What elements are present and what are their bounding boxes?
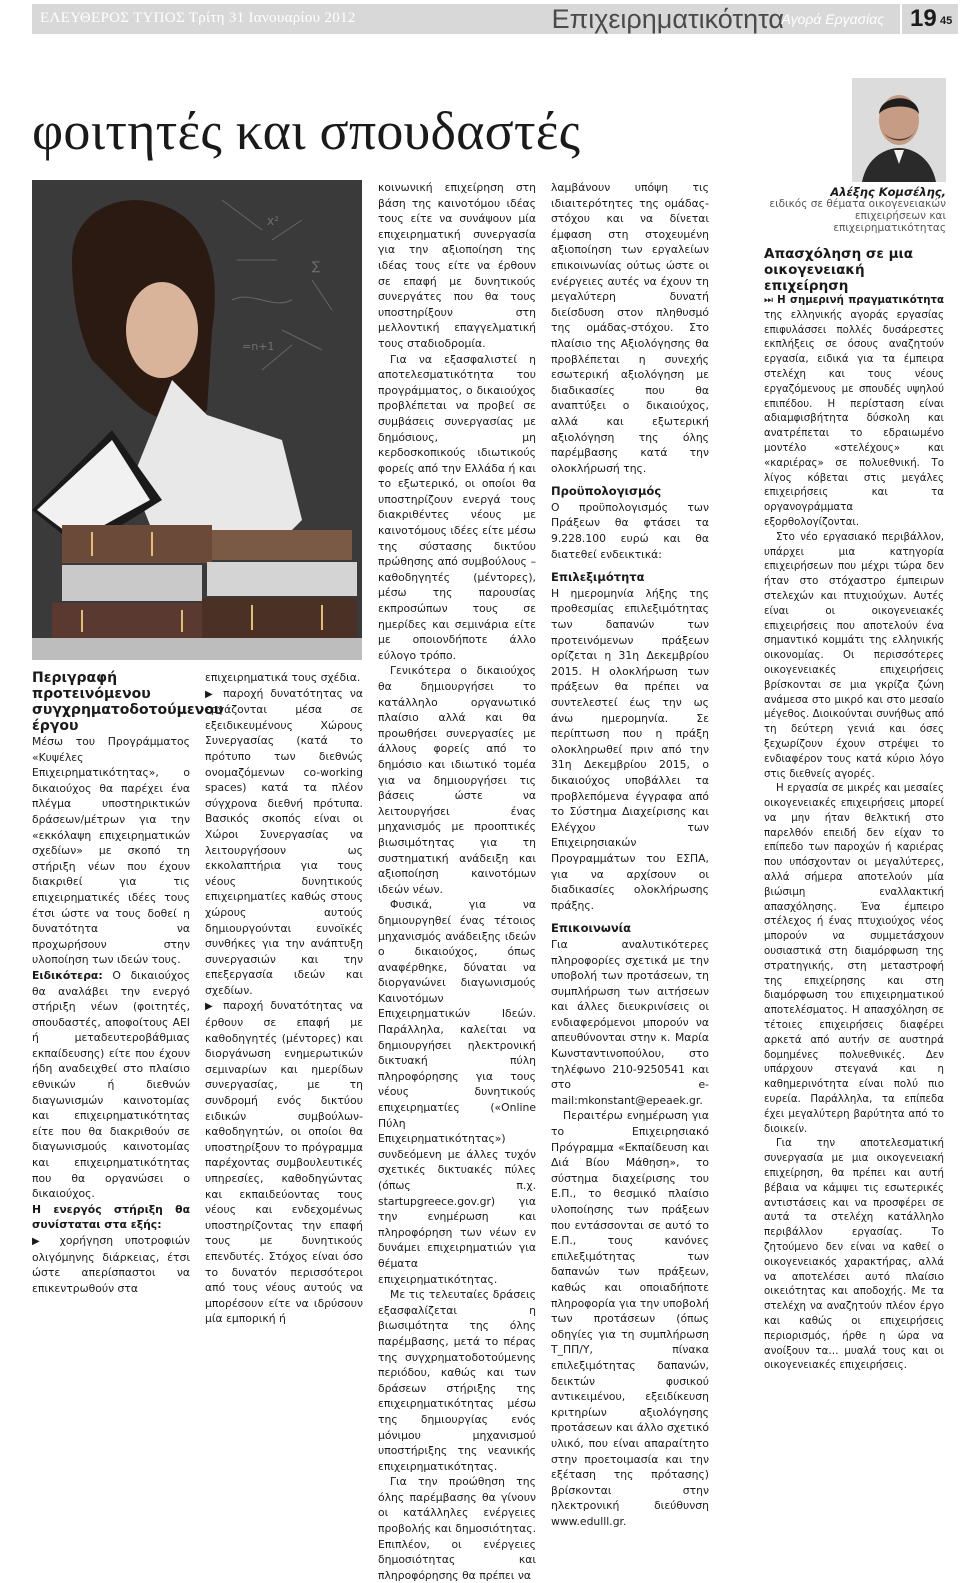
col3-paragraph: Με τις τελευταίες δράσεις εξασφαλίζεται η βιωσιμότητα της όλης παρέμβασης, μετά το πέρας της συγχρηματοδοτούμενης περιόδου, καθώς και των δράσεων στήριξης της επιχειρηματικότητας μέσω της δημιουργίας ενός μόνιμου μηχανισμού υποστήριξης της νεανικής επιχειρηματικότητας. (378, 1288, 536, 1473)
column-5 (764, 246, 944, 1374)
col1-bullet: ▶ χορήγηση υποτροφιών ολιγόμηνης διάρκειας, έτσι ώστε απερίσπαστοι να επικεντρωθούν στα (32, 1234, 190, 1295)
bullet-arrow-icon: ▶ (205, 688, 224, 700)
author-name: Αλέξης Κομσέλης, (830, 185, 946, 199)
col1-paragraph: Ειδικότερα: Ο δικαιούχος θα αναλάβει την ενεργό στήριξη νέων (φοιτητές, σπουδαστές, αποφοίτους ΑΕΙ ή μεταδευτεροβάθμιας εκπαίδευσης) είτε που έχουν ήδη αναδειχθεί στο πλαίσιο εθνικών ή διεθνών διαγωνισμών καινοτομίας και επιχειρηματικότητας είτε που θα διακριθούν σε διαγωνισμούς καινοτομίας και επιχειρηματικότητας που θα οργανώσει ο δικαιούχος. (32, 968, 190, 1201)
col2-bullet: ▶ παροχή δυνατότητας να εργάζονται μέσα σε εξειδικευμένους Χώρους Συνεργασίας (κατά το πρότυπο των διεθνώς ονομαζόμενων co-working spaces) κατά τα πλέον σύγχρονα διεθνή πρότυπα. Βασικός σκοπός είναι οι Χώροι Συνεργασίας να λειτουργήσουν ως εκκολαπτήρια για τους νέους δυνητικούς επιχειρηματίες καθώς στους χώρους αυτούς δημιουργούνται ευνοϊκές συνθήκες για την ανάπτυξη συνεργασιών και την επεξεργασία ιδεών και σχεδίων. (205, 686, 364, 997)
col1-paragraph: Μέσω του Προγράμματος «Κυψέλες Επιχειρηματικότητας», ο δικαιούχος θα παρέχει ένα πλέγμα υποστηρικτικών δράσεων/μέτρων για την «εκκόλαψη επιχειρηματικών σχεδίων» με σκοπό τη στήριξη νέων που έχουν διακριθεί για τις επιχειρηματικές ιδέες τους έτσι ώστε να τους δοθεί η δυνατότητα να προχωρήσουν στην υλοποίηση των ιδεών τους. (32, 735, 190, 967)
student-reading-photo (32, 180, 362, 660)
col2-bullet: ▶ παροχή δυνατότητας να έρθουν σε επαφή με καθοδηγητές (μέντορες) και διοργάνωση ενημερωτικών σεμιναρίων και ημερίδων συνεργασίας, με τη συνδρομή ενός δικτύου ειδικών συμβούλων-καθοδηγητών, οι οποίοι θα υποστηρίξουν το πρόγραμμα παρέχοντας συμβουλευτικές υπηρεσίες, καθοδηγώντας και εκπαιδεύοντας τους νέους και ενδεχομένως υποστηρίζοντας την επαφή τους με δυνητικούς επενδυτές. Στόχος είναι όσο το δυνατόν περισσότεροι από τους νέους αυτούς να μπορέσουν είτε να ιδρύσουν μία εμπορική ή (205, 999, 364, 1326)
svg-text:=n+1: =n+1 (242, 340, 275, 353)
col3-paragraph: Για την προώθηση της όλης παρέμβασης θα γίνουν οι κατάλληλες ενέργειες προβολής και δημοσιότητας. Επιπλέον, οι ενέργειες δημοσιότητας και πληροφόρησης θα πρέπει να (378, 1475, 536, 1582)
family-business-heading: Απασχόληση σε μια οικογενειακή επιχείρηση (764, 246, 914, 294)
page-total: 45 (940, 15, 953, 27)
col4-paragraph: λαμβάνουν υπόψη τις ιδιαιτερότητες της ομάδας-στόχου και να δίνεται έμφαση στη στοχευμένη αξιοποίηση των εργαλείων επικοινωνίας ούτως ώστε οι ενέργειες αυτές να έχουν τη μεγαλύτερη δυνατή διείσδυση στον πληθυσμό της ομάδας-στόχου. Στο πλαίσιο της Αξιολόγησης θα προβλέπεται η συνεχής εσωτερική αξιολόγηση με διαδικασίες που θα αναπτύξει ο δικαιούχος, αλλά και εξωτερική αξιολόγηση της όλης παρέμβασης κατά την ολοκλήρωσή της. (551, 181, 709, 475)
col4-paragraph: Περαιτέρω ενημέρωση για το Επιχειρησιακό Πρόγραμμα «Εκπαίδευση και Διά Βίου Μάθηση», το σύστημα διαχείρισης του Ε.Π., το θεσμικό πλαίσιο υλοποίησης των πράξεων που εντάσσονται σε αυτό το Ε.Π., τους κανόνες επιλεξιμότητας των δαπανών των πράξεων, καθώς και οποιαδήποτε πληροφορία για την υποβολή των προτάσεων (όπως οδηγίες για τη συμπλήρωση Τ_ΠΠ/Υ, πίνακα επιλεξιμότητας δαπανών, δεικτών φυσικού αντικειμένου, εξειδίκευση κριτηρίων αξιολόγησης προτάσεων και άλλο σχετικό υλικό, που είναι απαραίτητο στην προετοιμασία και την εξέταση της πρότασης) βρίσκονται στην ηλεκτρονική διεύθυνση www.edulll.gr. (551, 1109, 709, 1528)
author-photo (852, 78, 946, 182)
subsection-title: Αγορά Εργασίας (781, 11, 884, 27)
col5-paragraph: Στο νέο εργασιακό περιβάλλον, υπάρχει μια κατηγορία επιχειρήσεων που μέχρι τώρα δεν ήταν στο στόχαστρο έμπειρων στελεχών και πτυχιούχων. Αυτές είναι οι οικογενειακές επιχειρήσεις που αποτελούν ένα σημαντικό κομμάτι της ελληνικής οικονομίας. Οι περισσότερες οικογενειακές επιχειρήσεις βρίσκονται σε μια γκρίζα ζώνη ανάμεσα στο μικρό και στο μεσαίο μέγεθος. Διοικούνται συνήθως από τη δεύτερη γενιά και όσες ξεχωρίζουν έχουν στρέψει το ενδιαφέρον τους κατά κύριο λόγο στις διεθνείς αγορές. (764, 531, 944, 780)
col1-lead: Η ενεργός στήριξη θα συνίσταται στα εξής: (32, 1202, 190, 1232)
col5-paragraph: ⏭ Η σημερινή πραγματικότητα της ελληνικής αγοράς εργασίας επιφυλάσσει πολλές δυσάρεστες εκπλήξεις σε όσους αναζητούν εργασία, ειδικά για τα έμπειρα στελέχη και τους νέους εργαζόμενους με σπουδές υψηλού επιπέδου. Η περίσταση είναι αδιαμφισβήτητα δύσκολη και ανατρέπεται το εδραιωμένο μοντέλο «στελέχους» και «καριέρας» σε πολυεθνική. Το λίγος κόβεται στις μεγάλες επιχειρήσεις και τα οργανογράμματα εξορθολογίζονται. (764, 295, 944, 528)
headline: φοιτητές και σπουδαστές (32, 101, 581, 161)
col2-paragraph: επιχειρηματικά τους σχέδια. (205, 671, 361, 684)
bullet-arrow-icon: ▶ (32, 1236, 60, 1247)
col4-paragraph: Για αναλυτικότερες πληροφορίες σχετικά με την υποβολή των προτάσεων, τη συμπλήρωση των αιτήσεων και άλλες διευκρινίσεις οι ενδιαφερόμενοι μπορούν να απευθύνονται στην κ. Μαρία Κωνσταντινοπούλου, στο τηλέφωνο 210-9250541 και στο e-mail:mkonstant@epeaek.gr. (551, 937, 709, 1107)
col3-paragraph: Για να εξασφαλιστεί η αποτελεσματικότητα του προγράμματος, ο δικαιούχος προβλέπεται να προβεί σε συμβάσεις συνεργασίας με δημόσιους, μη κερδοσκοπικούς ιδιωτικούς φορείς από την Ελλάδα ή και το εξωτερικό, οι οποίοι θα υποστηρίζουν ενεργά τους διακριθέντες νέους με καινοτόμους ιδέες είτε μέσω της σύστασης δικτύου πρώθησης από συμβούλους – καθοδηγητές (μέντορες), μέσω της παρουσίας εκπροσώπων τους σε ημερίδες και σεμινάρια είτε με οποιονδήποτε άλλο εύλογο τρόπο. (378, 352, 536, 662)
col3-paragraph: κοινωνική επιχείρηση στη βάση της καινοτόμου ιδέας τους είτε να συνάψουν μία επιχειρηματική συνεργασία για την αξιοποίηση της ιδέας τους είτε να έρθουν σε επαφή με δυνητικούς συνεργάτες που θα τους υποστηρίξουν στη μελλοντική επαγγελματική τους σταδιοδρομία. (378, 181, 536, 350)
col1-lead: Ειδικότερα: (32, 968, 103, 982)
col5-paragraph: Η εργασία σε μικρές και μεσαίες οικογενειακές επιχειρήσεις μπορεί να μην ήταν θελκτική στο παρελθόν επειδή δεν είχαν το επίπεδο των παροχών ή καριέρας που υπόσχονταν οι μεγαλύτερες, αλλά σήμερα αποτελούν μία βιώσιμη εναλλακτική απασχόλησης. Ένα έμπειρο στέλεχος ή ένας πτυχιούχος νέος μπορούν να συμμετάσχουν ουσιαστικά στη διαμόρφωση της στρατηγικής, στη μεταστροφή της επιχείρησης και στη διαμόρφωση του επιχειρηματικού αποτελέσματος. Η απασχόληση σε τέτοιες επιχειρήσεις διαφέρει αρκετά από αυτήν σε αυστηρά δομημένες πολυεθνικές. Δεν υπάρχουν στεγανά και η καθημερινότητα είναι πολύ πιο ευρεία. Παράλληλα, τα επίπεδα έχει μεγαλύτερη βαρύτητα από το διοικείν. (764, 783, 944, 1135)
page-number: 19 (910, 5, 937, 32)
col3-paragraph: Γενικότερα ο δικαιούχος θα δημιουργήσει το κατάλληλο οργανωτικό πλαίσιο αλλά και θα προωθήσει συνεργασίες με άλλους φορείς από το δημόσιο και ιδιωτικό τομέα για να δημιουργήσει τις βάσεις ώστε να λειτουργήσει ένας μηχανισμός με προοπτικές βιωσιμότητας για τη συστηματική ανάδειξη και αξιοποίηση καινοτόμων ιδεών νέων. (378, 664, 536, 896)
col5-lead: Η σημερινή πραγματικότητα (777, 295, 944, 306)
col5-paragraph: Για την αποτελεσματική συνεργασία με μια οικογενειακή επιχείρηση, θα πρέπει και αυτή βέβαια να κάμψει τις εσωτερικές αντιστάσεις και να προσφέρει σε αυτά τα στελέχη κατάλληλο περιβάλλον εργασίας. Το ζητούμενο δεν είναι να καθεί ο οικογενειακός χαρακτήρας, αλλά να αποτελέσει αυτό πλαίσιο οικειότητας και αποδοχής. Με τα στελέχη να αναζητούν πλέον έργο και καθώς οι επιχειρήσεις περιορισμός, ήρθε η ώρα να ανοίξουν τα… μυαλά τους και οι οικογενειακές επιχειρήσεις. (764, 1138, 944, 1372)
column-2 (205, 670, 363, 1327)
author-credit (760, 186, 946, 234)
col4-paragraph: Η ημερομηνία λήξης της προθεσμίας επιλεξιμότητας των δαπανών των προτεινόμενων πράξεων ορίζεται η 31η Δεκεμβρίου 2015. Η ολοκλήρωση των πράξεων θα πρέπει να συντελεστεί έως την ως άνω ημερομηνία. Σε περίπτωση που η πράξη ολοκληρωθεί πριν από την 31η Δεκεμβρίου 2015, ο δικαιούχος υποβάλλει τα προβλεπόμενα έγγραφα από το Σύστημα Διαχείρισης και Ελέγχου των Επιχειρησιακών Προγραμμάτων του ΕΣΠΑ, για να αρχίσουν οι διαδικασίες ολοκλήρωσης πράξης. (551, 586, 709, 912)
budget-heading: Προϋπολογισμός (551, 484, 662, 499)
project-description-heading: Περιγραφή προτεινόμενου συγχρηματοδοτούμενου έργου (32, 670, 224, 734)
section-title: Επιχειρηματικότητα (551, 4, 784, 34)
publication-dateline: ΕΛΕΥΘΕΡΟΣ ΤΥΠΟΣ Τρίτη 31 Ιανουαρίου 2012 (40, 10, 356, 26)
author-title: ειδικός σε θέματα οικογενειακών επιχειρήσεων και επιχειρηματικότητας (769, 198, 946, 234)
column-3 (378, 180, 536, 1583)
bullet-arrow-icon: ▶ (205, 1001, 224, 1013)
column-4 (551, 180, 709, 1529)
col1-paragraph (32, 1202, 190, 1233)
svg-text:∑: ∑ (312, 259, 321, 273)
col4-paragraph: Ο προϋπολογισμός των Πράξεων θα φτάσει τα 9.228.100 ευρώ και θα διατεθεί ενδεικτικά: (551, 500, 709, 561)
contact-heading: Επικοινωνία (551, 921, 632, 936)
double-arrow-icon: ⏭ (764, 295, 778, 306)
page-number-box (902, 4, 958, 34)
col3-paragraph: Φυσικά, για να δημιουργηθεί ένας τέτοιος μηχανισμός ανάδειξης ιδεών ο δικαιούχος, όπως αναφέρθηκε, δύναται να διοργανώνει διαγωνισμούς Καινοτόμων Επιχειρηματικών Ιδεών. Παράλληλα, καλείται να δημιουργήσει ηλεκτρονική δικτυακή πύλη πληροφόρησης για τους νέους δυνητικούς επιχειρηματίες («Online Πύλη Επιχειρηματικότητας») συνδεόμενη με άλλες τυχόν σχετικές δικτυακές πύλες (όπως π.χ. startupgreece.gov.gr) για την ενημέρωση και πληροφόρηση των νέων εν δυνάμει επιχειρηματιών για θέματα επιχειρηματικότητας. (378, 898, 536, 1286)
eligibility-heading: Επιλεξιμότητα (551, 570, 645, 585)
page-header (0, 0, 960, 36)
svg-text:x²: x² (267, 214, 279, 228)
column-1 (32, 670, 224, 1296)
